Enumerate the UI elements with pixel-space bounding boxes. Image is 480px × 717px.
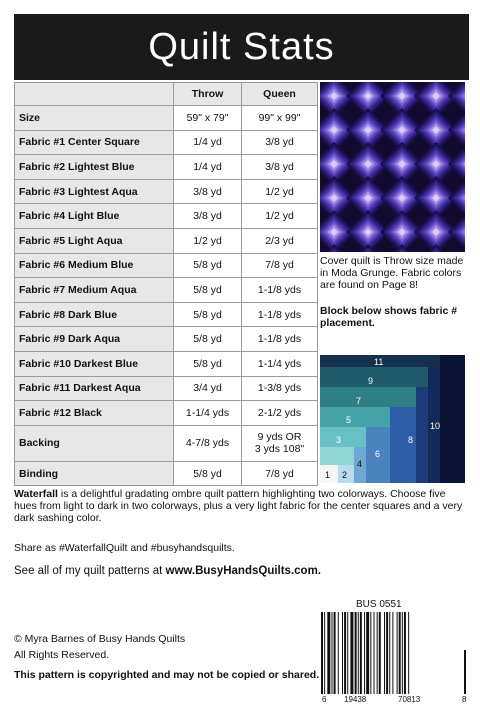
website-line xyxy=(14,565,321,577)
row-label: Fabric #10 Darkest Blue xyxy=(15,351,174,376)
throw-value: 5/8 yd xyxy=(174,278,242,303)
row-label: Binding xyxy=(15,461,174,486)
row-label: Fabric #5 Light Aqua xyxy=(15,228,174,253)
queen-value: 1-3/8 yds xyxy=(242,376,318,401)
table-row xyxy=(15,461,318,486)
queen-value xyxy=(242,425,318,461)
row-label: Fabric #6 Medium Blue xyxy=(15,253,174,278)
table-row xyxy=(15,327,318,352)
table-row xyxy=(15,401,318,426)
throw-value: 3/8 yd xyxy=(174,179,242,204)
page-title: Quilt Stats xyxy=(148,26,335,68)
queen-value: 1-1/8 yds xyxy=(242,327,318,352)
row-label: Backing xyxy=(15,425,174,461)
row-label: Size xyxy=(15,106,174,131)
quilt-stats-table xyxy=(14,82,318,486)
block-number-10: 10 xyxy=(430,421,441,431)
throw-value: 5/8 yd xyxy=(174,302,242,327)
website-prefix: See all of my quilt patterns at xyxy=(14,565,166,577)
table-row xyxy=(15,204,318,229)
row-label: Fabric #7 Medium Aqua xyxy=(15,278,174,303)
table-row xyxy=(15,155,318,180)
block-diagram xyxy=(320,355,465,483)
queen-value: 3/8 yd xyxy=(242,130,318,155)
rights-text: All Rights Reserved. xyxy=(14,649,110,661)
block-number-1: 1 xyxy=(325,470,331,480)
throw-value: 5/8 yd xyxy=(174,461,242,486)
table-row xyxy=(15,376,318,401)
queen-value: 1-1/8 yds xyxy=(242,302,318,327)
copyright-notice: This pattern is copyrighted and may not be copied or shared. xyxy=(14,669,320,681)
table-row xyxy=(15,228,318,253)
block-number-9: 9 xyxy=(368,376,374,386)
queen-value: 1-1/8 yds xyxy=(242,278,318,303)
table-row xyxy=(15,253,318,278)
queen-value: 2/3 yd xyxy=(242,228,318,253)
cover-quilt-image xyxy=(320,82,465,252)
table-row xyxy=(15,179,318,204)
block-number-6: 6 xyxy=(375,449,381,459)
table-row xyxy=(15,351,318,376)
table-row xyxy=(15,302,318,327)
table-header-row xyxy=(15,83,318,106)
description-text: is a delightful gradating ombre quilt pattern highlighting two colorways. Choose five hues from light to dark in two colorways, plus a very light fabric for the center squares and a very dark sashing color. xyxy=(14,488,463,524)
throw-value: 4-7/8 yds xyxy=(174,425,242,461)
row-label: Fabric #11 Darkest Aqua xyxy=(15,376,174,401)
share-text: Share as #WaterfallQuilt and #busyhandsquilts. xyxy=(14,542,235,554)
table-row xyxy=(15,130,318,155)
copyright-block xyxy=(14,631,319,681)
table-row xyxy=(15,106,318,131)
throw-value: 59" x 79" xyxy=(174,106,242,131)
throw-value: 1/4 yd xyxy=(174,130,242,155)
queen-value: 2-1/2 yds xyxy=(242,401,318,426)
block-number-7: 7 xyxy=(356,396,362,406)
website-link[interactable]: www.BusyHandsQuilts.com. xyxy=(165,565,321,577)
block-number-2: 2 xyxy=(342,470,348,480)
throw-value: 1/4 yd xyxy=(174,155,242,180)
row-label: Fabric #9 Dark Aqua xyxy=(15,327,174,352)
row-label: Fabric #2 Lightest Blue xyxy=(15,155,174,180)
row-label: Fabric #8 Dark Blue xyxy=(15,302,174,327)
description xyxy=(14,488,469,524)
barcode-digit-right: 8 xyxy=(462,695,467,704)
block-number-4: 4 xyxy=(357,459,363,469)
throw-value: 3/4 yd xyxy=(174,376,242,401)
barcode-digits-1: 19438 xyxy=(344,695,367,704)
throw-value: 3/8 yd xyxy=(174,204,242,229)
barcode xyxy=(317,612,469,706)
queen-value: 7/8 yd xyxy=(242,253,318,278)
row-label: Fabric #12 Black xyxy=(15,401,174,426)
throw-value: 5/8 yd xyxy=(174,327,242,352)
queen-value: 1/2 yd xyxy=(242,204,318,229)
throw-value: 1-1/4 yds xyxy=(174,401,242,426)
queen-value: 1/2 yd xyxy=(242,179,318,204)
barcode-digit-left: 6 xyxy=(322,695,327,704)
table-row xyxy=(15,278,318,303)
block-caption: Block below shows fabric # placement. xyxy=(320,305,458,329)
header-blank xyxy=(15,83,174,106)
throw-value: 5/8 yd xyxy=(174,351,242,376)
row-label: Fabric #3 Lightest Aqua xyxy=(15,179,174,204)
row-label: Fabric #1 Center Square xyxy=(15,130,174,155)
queen-value: 7/8 yd xyxy=(242,461,318,486)
block-number-11: 11 xyxy=(374,357,384,367)
cover-caption: Cover quilt is Throw size made in Moda Grunge. Fabric colors are found on Page 8! xyxy=(320,255,464,291)
block-number-3: 3 xyxy=(336,435,342,445)
table-row xyxy=(15,425,318,461)
product-code: BUS 0551 xyxy=(356,599,402,610)
queen-value-line2: 3 yds 108" xyxy=(254,443,305,456)
title-banner xyxy=(14,14,469,80)
barcode-digits-2: 70813 xyxy=(398,695,421,704)
header-queen: Queen xyxy=(242,83,318,106)
row-label: Fabric #4 Light Blue xyxy=(15,204,174,229)
queen-value: 1-1/4 yds xyxy=(242,351,318,376)
block-number-5: 5 xyxy=(346,415,352,425)
description-title: Waterfall xyxy=(14,488,58,500)
throw-value: 5/8 yd xyxy=(174,253,242,278)
queen-value: 3/8 yd xyxy=(242,155,318,180)
queen-value: 99" x 99" xyxy=(242,106,318,131)
block-number-8: 8 xyxy=(408,435,414,445)
header-throw: Throw xyxy=(174,83,242,106)
queen-value-line1: 9 yds OR xyxy=(257,431,302,444)
throw-value: 1/2 yd xyxy=(174,228,242,253)
copyright-text: © Myra Barnes of Busy Hands Quilts xyxy=(14,633,186,645)
